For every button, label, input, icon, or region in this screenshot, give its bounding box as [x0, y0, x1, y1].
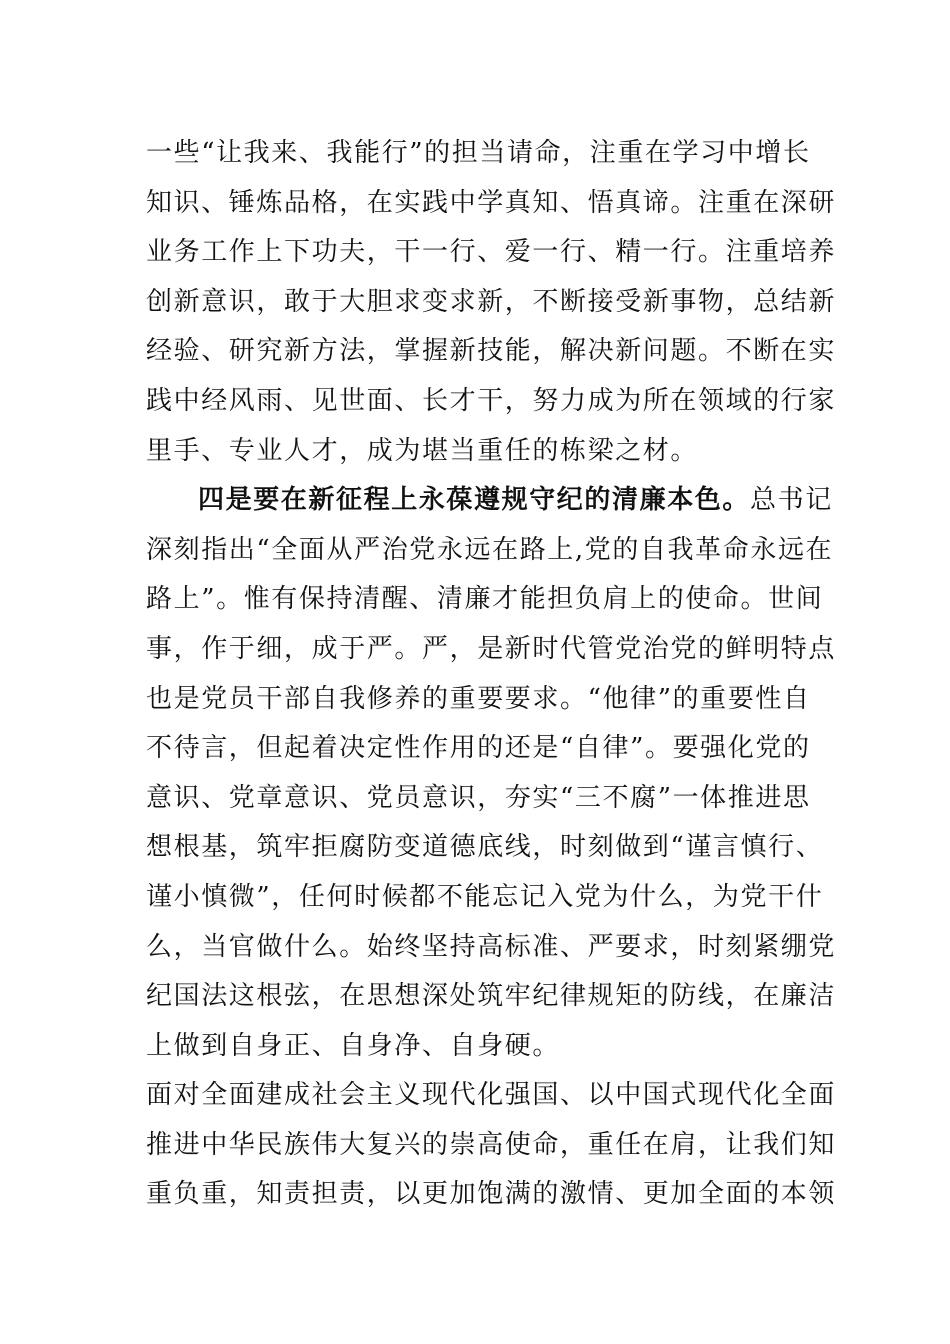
- line-text: 路上”。惟有保持清醒、清廉才能担负肩上的使命。世间: [146, 584, 824, 615]
- line-text: 一些“让我来、我能行”的担当请命，注重在学习中增长: [146, 138, 811, 168]
- text-line: [146, 427, 808, 477]
- line-text: 么，当官做什么。始终坚持高标准、严要求，时刻紧绷党: [146, 931, 837, 962]
- line-text: 面对全面建成社会主义现代化强国、以中国式现代化全面: [146, 1080, 837, 1111]
- line-text: 知识、锤炼品格，在实践中学真知、悟真谛。注重在深研: [146, 187, 837, 218]
- line-text: 业务工作上下功夫，干一行、爱一行、精一行。注重培养: [146, 237, 837, 268]
- line-text: 重负重，知责担责，以更加饱满的激情、更加全面的本领: [146, 1179, 837, 1210]
- text-line: [146, 625, 837, 675]
- line-text: 总书记: [750, 485, 833, 516]
- paragraph-heading-line: [146, 476, 833, 526]
- line-text: 不待言，但起着决定性作用的还是“自律”。要强化党的: [146, 733, 811, 764]
- line-text: 想根基，筑牢拒腐防变道德底线，时刻做到“谨言慎行、: [146, 832, 824, 863]
- text-line: [146, 1121, 837, 1171]
- line-text: 上做到自身正、自身净、自身硬。: [146, 1030, 561, 1061]
- text-line: [146, 972, 837, 1022]
- line-text: 创新意识，敢于大胆求变求新，不断接受新事物，总结新: [146, 286, 837, 317]
- line-text: 推进中华民族伟大复兴的崇高使命，重任在肩，让我们知: [146, 1129, 837, 1160]
- text-line: [146, 1071, 837, 1121]
- text-line: [146, 923, 837, 973]
- text-line: [146, 873, 824, 923]
- line-text: 也是党员干部自我修养的重要要求。“他律”的重要性自: [146, 683, 811, 714]
- line-text: 纪国法这根弦，在思想深处筑牢纪律规矩的防线，在廉洁: [146, 981, 837, 1012]
- text-line: [146, 724, 811, 774]
- text-line: [146, 377, 837, 427]
- line-text: 深刻指出“全面从严治党永远在路上,党的自我革命永远在: [146, 534, 834, 565]
- paragraph-heading: 四是要在新征程上永葆遵规守纪的清廉本色。: [198, 485, 751, 516]
- line-text: 意识、党章意识、党员意识，夯实“三不腐”一体推进思: [146, 782, 811, 813]
- text-line: [146, 526, 834, 576]
- document-body: [146, 129, 837, 1220]
- line-text: 事，作于细，成于严。严，是新时代管党治党的鲜明特点: [146, 633, 837, 664]
- text-line: [146, 575, 824, 625]
- text-line: [146, 774, 811, 824]
- text-line: [146, 327, 837, 377]
- line-text: 谨小慎微”，任何时候都不能忘记入党为什么，为党干什: [146, 881, 824, 912]
- text-line: [146, 1022, 808, 1072]
- text-line: [146, 823, 824, 873]
- text-line: [146, 129, 811, 179]
- text-line: [146, 675, 811, 725]
- line-text: 经验、研究新方法，掌握新技能，解决新问题。不断在实: [146, 336, 837, 367]
- text-line: [146, 278, 837, 328]
- text-line: [146, 179, 837, 229]
- text-line: [146, 228, 837, 278]
- text-line: [146, 1170, 837, 1220]
- line-text: 里手、专业人才，成为堪当重任的栋梁之材。: [146, 435, 699, 466]
- line-text: 践中经风雨、见世面、长才干，努力成为所在领域的行家: [146, 385, 837, 416]
